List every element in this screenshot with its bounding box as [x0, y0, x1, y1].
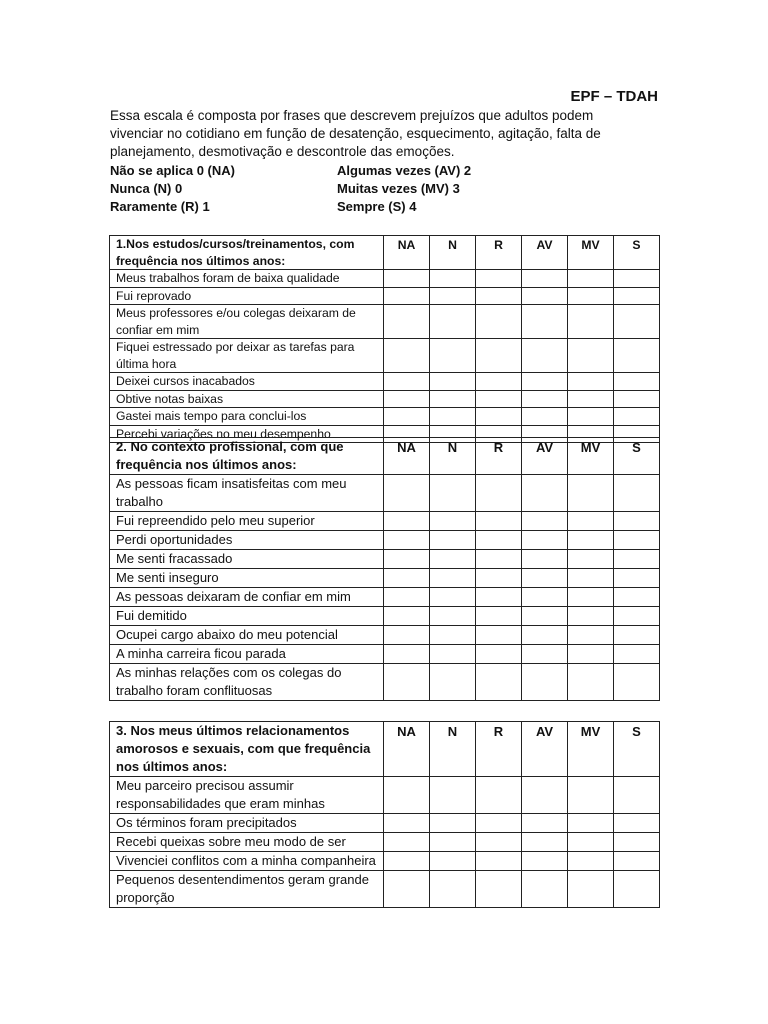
- answer-cell-na[interactable]: [384, 607, 430, 626]
- answer-cell-av[interactable]: [522, 833, 568, 852]
- answer-cell-r[interactable]: [476, 373, 522, 391]
- answer-cell-n[interactable]: [430, 588, 476, 607]
- answer-cell-n[interactable]: [430, 664, 476, 701]
- question-text: Meus trabalhos foram de baixa qualidade: [110, 270, 384, 288]
- answer-cell-na[interactable]: [384, 512, 430, 531]
- column-header-na: NA: [384, 236, 430, 270]
- question-text: Obtive notas baixas: [110, 390, 384, 408]
- answer-cell-r[interactable]: [476, 626, 522, 645]
- answer-cell-n[interactable]: [430, 531, 476, 550]
- column-header-av: AV: [522, 236, 568, 270]
- section-heading: 3. Nos meus últimos relacionamentos amorosos e sexuais, com que frequência nos últimos anos:: [110, 722, 384, 777]
- answer-cell-n[interactable]: [430, 390, 476, 408]
- column-header-r: R: [476, 236, 522, 270]
- question-text: As pessoas deixaram de confiar em mim: [110, 588, 384, 607]
- question-row: [110, 512, 660, 531]
- answer-cell-s[interactable]: [614, 626, 660, 645]
- question-row: [110, 871, 660, 908]
- question-row: [110, 339, 660, 373]
- answer-cell-r[interactable]: [476, 833, 522, 852]
- answer-cell-r[interactable]: [476, 390, 522, 408]
- answer-cell-na[interactable]: [384, 814, 430, 833]
- answer-cell-mv[interactable]: [568, 664, 614, 701]
- rating-scale-legend: [110, 162, 650, 216]
- answer-cell-r[interactable]: [476, 814, 522, 833]
- answer-cell-na[interactable]: [384, 588, 430, 607]
- answer-cell-mv[interactable]: [568, 607, 614, 626]
- answer-cell-n[interactable]: [430, 607, 476, 626]
- answer-cell-n[interactable]: [430, 287, 476, 305]
- answer-cell-na[interactable]: [384, 664, 430, 701]
- column-header-na: NA: [384, 438, 430, 475]
- question-text: Os términos foram precipitados: [110, 814, 384, 833]
- scale-label: Não se aplica 0 (NA): [110, 163, 235, 178]
- section-heading: 2. No contexto profissional, com que frequência nos últimos anos:: [110, 438, 384, 475]
- answer-cell-mv[interactable]: [568, 852, 614, 871]
- section-heading: 1.Nos estudos/cursos/treinamentos, com frequência nos últimos anos:: [110, 236, 384, 270]
- answer-cell-av[interactable]: [522, 339, 568, 373]
- answer-cell-n[interactable]: [430, 373, 476, 391]
- answer-cell-mv[interactable]: [568, 588, 614, 607]
- answer-cell-s[interactable]: [614, 305, 660, 339]
- question-text: Fiquei estressado por deixar as tarefas para última hora: [110, 339, 384, 373]
- answer-cell-s[interactable]: [614, 270, 660, 288]
- answer-cell-na[interactable]: [384, 550, 430, 569]
- column-header-n: N: [430, 236, 476, 270]
- column-header-mv: MV: [568, 722, 614, 777]
- question-row: [110, 270, 660, 288]
- answer-cell-r[interactable]: [476, 270, 522, 288]
- answer-cell-na[interactable]: [384, 373, 430, 391]
- question-row: [110, 664, 660, 701]
- answer-cell-mv[interactable]: [568, 305, 614, 339]
- answer-cell-n[interactable]: [430, 645, 476, 664]
- answer-cell-av[interactable]: [522, 287, 568, 305]
- question-row: [110, 777, 660, 814]
- answer-cell-mv[interactable]: [568, 569, 614, 588]
- scale-row: [110, 162, 650, 180]
- question-text: Fui demitido: [110, 607, 384, 626]
- answer-cell-mv[interactable]: [568, 270, 614, 288]
- column-header-r: R: [476, 438, 522, 475]
- answer-cell-n[interactable]: [430, 550, 476, 569]
- answer-cell-av[interactable]: [522, 664, 568, 701]
- answer-cell-n[interactable]: [430, 626, 476, 645]
- question-row: [110, 814, 660, 833]
- scale-label: Algumas vezes (AV) 2: [337, 163, 472, 178]
- answer-cell-mv[interactable]: [568, 408, 614, 426]
- scale-label: Muitas vezes (MV) 3: [337, 181, 460, 196]
- answer-cell-n[interactable]: [430, 408, 476, 426]
- column-header-r: R: [476, 722, 522, 777]
- question-text: Me senti fracassado: [110, 550, 384, 569]
- answer-cell-av[interactable]: [522, 852, 568, 871]
- answer-cell-s[interactable]: [614, 777, 660, 814]
- answer-cell-mv[interactable]: [568, 626, 614, 645]
- answer-cell-n[interactable]: [430, 814, 476, 833]
- answer-cell-r[interactable]: [476, 475, 522, 512]
- question-text: Fui reprovado: [110, 287, 384, 305]
- answer-cell-r[interactable]: [476, 588, 522, 607]
- answer-cell-av[interactable]: [522, 814, 568, 833]
- column-header-s: S: [614, 236, 660, 270]
- column-header-na: NA: [384, 722, 430, 777]
- answer-cell-s[interactable]: [614, 569, 660, 588]
- answer-cell-na[interactable]: [384, 408, 430, 426]
- question-row: [110, 607, 660, 626]
- answer-cell-na[interactable]: [384, 390, 430, 408]
- answer-cell-na[interactable]: [384, 569, 430, 588]
- answer-cell-na[interactable]: [384, 852, 430, 871]
- column-header-s: S: [614, 438, 660, 475]
- answer-cell-mv[interactable]: [568, 475, 614, 512]
- answer-cell-n[interactable]: [430, 833, 476, 852]
- section-1-table: [109, 235, 660, 443]
- answer-cell-mv[interactable]: [568, 531, 614, 550]
- question-text: A minha carreira ficou parada: [110, 645, 384, 664]
- intro-paragraph: Essa escala é composta por frases que descrevem prejuízos que adultos podem vivenciar no cotidiano em função de desatenção, esquecimento, agitação, falta de planejamento, desmotivação e descontrole das emoções.: [110, 108, 601, 159]
- answer-cell-r[interactable]: [476, 287, 522, 305]
- answer-cell-av[interactable]: [522, 871, 568, 908]
- answer-cell-av[interactable]: [522, 626, 568, 645]
- question-text: Gastei mais tempo para conclui-los: [110, 408, 384, 426]
- answer-cell-r[interactable]: [476, 645, 522, 664]
- question-row: [110, 305, 660, 339]
- answer-cell-s[interactable]: [614, 607, 660, 626]
- question-row: [110, 390, 660, 408]
- question-text: Percebi variações no meu desempenho: [110, 425, 384, 443]
- question-text: As pessoas ficam insatisfeitas com meu trabalho: [110, 475, 384, 512]
- answer-cell-s[interactable]: [614, 588, 660, 607]
- answer-cell-r[interactable]: [476, 531, 522, 550]
- answer-cell-s[interactable]: [614, 373, 660, 391]
- answer-cell-r[interactable]: [476, 569, 522, 588]
- answer-cell-av[interactable]: [522, 550, 568, 569]
- question-text: Perdi oportunidades: [110, 531, 384, 550]
- question-text: Me senti inseguro: [110, 569, 384, 588]
- answer-cell-s[interactable]: [614, 339, 660, 373]
- question-row: [110, 475, 660, 512]
- answer-cell-av[interactable]: [522, 408, 568, 426]
- answer-cell-r[interactable]: [476, 777, 522, 814]
- answer-cell-na[interactable]: [384, 777, 430, 814]
- answer-cell-mv[interactable]: [568, 390, 614, 408]
- question-text: Pequenos desentendimentos geram grande proporção: [110, 871, 384, 908]
- answer-cell-n[interactable]: [430, 569, 476, 588]
- answer-cell-n[interactable]: [430, 777, 476, 814]
- answer-cell-mv[interactable]: [568, 777, 614, 814]
- question-text: Ocupei cargo abaixo do meu potencial: [110, 626, 384, 645]
- column-header-mv: MV: [568, 438, 614, 475]
- question-row: [110, 833, 660, 852]
- answer-cell-r[interactable]: [476, 852, 522, 871]
- question-row: [110, 550, 660, 569]
- column-header-s: S: [614, 722, 660, 777]
- answer-cell-s[interactable]: [614, 852, 660, 871]
- answer-cell-r[interactable]: [476, 512, 522, 531]
- scale-row: [110, 180, 650, 198]
- answer-cell-s[interactable]: [614, 664, 660, 701]
- answer-cell-av[interactable]: [522, 305, 568, 339]
- answer-cell-n[interactable]: [430, 305, 476, 339]
- answer-cell-mv[interactable]: [568, 512, 614, 531]
- answer-cell-r[interactable]: [476, 871, 522, 908]
- answer-cell-n[interactable]: [430, 339, 476, 373]
- answer-cell-av[interactable]: [522, 512, 568, 531]
- section-header-row: [110, 438, 660, 475]
- answer-cell-mv[interactable]: [568, 339, 614, 373]
- answer-cell-na[interactable]: [384, 475, 430, 512]
- section-2-table: [109, 437, 660, 701]
- question-text: Deixei cursos inacabados: [110, 373, 384, 391]
- answer-cell-s[interactable]: [614, 531, 660, 550]
- answer-cell-r[interactable]: [476, 607, 522, 626]
- answer-cell-s[interactable]: [614, 287, 660, 305]
- answer-cell-mv[interactable]: [568, 287, 614, 305]
- question-row: [110, 287, 660, 305]
- question-row: [110, 408, 660, 426]
- question-row: [110, 626, 660, 645]
- answer-cell-av[interactable]: [522, 373, 568, 391]
- answer-cell-na[interactable]: [384, 339, 430, 373]
- answer-cell-na[interactable]: [384, 833, 430, 852]
- answer-cell-mv[interactable]: [568, 871, 614, 908]
- answer-cell-na[interactable]: [384, 305, 430, 339]
- answer-cell-n[interactable]: [430, 871, 476, 908]
- question-row: [110, 588, 660, 607]
- answer-cell-av[interactable]: [522, 645, 568, 664]
- question-row: [110, 373, 660, 391]
- answer-cell-s[interactable]: [614, 833, 660, 852]
- document-title: EPF – TDAH: [570, 88, 658, 105]
- scale-label: Nunca (N) 0: [110, 181, 183, 196]
- answer-cell-mv[interactable]: [568, 373, 614, 391]
- question-row: [110, 645, 660, 664]
- answer-cell-na[interactable]: [384, 270, 430, 288]
- question-text: As minhas relações com os colegas do trabalho foram conflituosas: [110, 664, 384, 701]
- answer-cell-av[interactable]: [522, 390, 568, 408]
- answer-cell-s[interactable]: [614, 814, 660, 833]
- answer-cell-r[interactable]: [476, 550, 522, 569]
- column-header-n: N: [430, 438, 476, 475]
- scale-row: [110, 198, 650, 216]
- question-row: [110, 852, 660, 871]
- answer-cell-na[interactable]: [384, 626, 430, 645]
- answer-cell-s[interactable]: [614, 512, 660, 531]
- answer-cell-s[interactable]: [614, 645, 660, 664]
- answer-cell-av[interactable]: [522, 569, 568, 588]
- answer-cell-na[interactable]: [384, 531, 430, 550]
- scale-label: Sempre (S) 4: [337, 199, 417, 214]
- answer-cell-mv[interactable]: [568, 814, 614, 833]
- answer-cell-s[interactable]: [614, 390, 660, 408]
- answer-cell-av[interactable]: [522, 588, 568, 607]
- answer-cell-av[interactable]: [522, 475, 568, 512]
- answer-cell-s[interactable]: [614, 550, 660, 569]
- answer-cell-s[interactable]: [614, 475, 660, 512]
- scale-label: Raramente (R) 1: [110, 199, 210, 214]
- question-text: Meu parceiro precisou assumir responsabilidades que eram minhas: [110, 777, 384, 814]
- question-row: [110, 531, 660, 550]
- answer-cell-s[interactable]: [614, 408, 660, 426]
- question-text: Recebi queixas sobre meu modo de ser: [110, 833, 384, 852]
- answer-cell-na[interactable]: [384, 871, 430, 908]
- question-row: [110, 569, 660, 588]
- question-text: Vivenciei conflitos com a minha companheira: [110, 852, 384, 871]
- answer-cell-mv[interactable]: [568, 833, 614, 852]
- question-text: Meus professores e/ou colegas deixaram de confiar em mim: [110, 305, 384, 339]
- answer-cell-av[interactable]: [522, 777, 568, 814]
- question-text: Fui repreendido pelo meu superior: [110, 512, 384, 531]
- answer-cell-n[interactable]: [430, 512, 476, 531]
- answer-cell-r[interactable]: [476, 408, 522, 426]
- answer-cell-mv[interactable]: [568, 645, 614, 664]
- section-header-row: [110, 236, 660, 270]
- section-3-table: [109, 721, 660, 908]
- answer-cell-mv[interactable]: [568, 550, 614, 569]
- answer-cell-n[interactable]: [430, 270, 476, 288]
- answer-cell-na[interactable]: [384, 645, 430, 664]
- answer-cell-n[interactable]: [430, 852, 476, 871]
- answer-cell-na[interactable]: [384, 287, 430, 305]
- answer-cell-r[interactable]: [476, 305, 522, 339]
- answer-cell-av[interactable]: [522, 607, 568, 626]
- answer-cell-s[interactable]: [614, 871, 660, 908]
- column-header-av: AV: [522, 438, 568, 475]
- column-header-mv: MV: [568, 236, 614, 270]
- column-header-n: N: [430, 722, 476, 777]
- answer-cell-av[interactable]: [522, 270, 568, 288]
- section-header-row: [110, 722, 660, 777]
- answer-cell-r[interactable]: [476, 339, 522, 373]
- answer-cell-av[interactable]: [522, 531, 568, 550]
- answer-cell-r[interactable]: [476, 664, 522, 701]
- answer-cell-n[interactable]: [430, 475, 476, 512]
- column-header-av: AV: [522, 722, 568, 777]
